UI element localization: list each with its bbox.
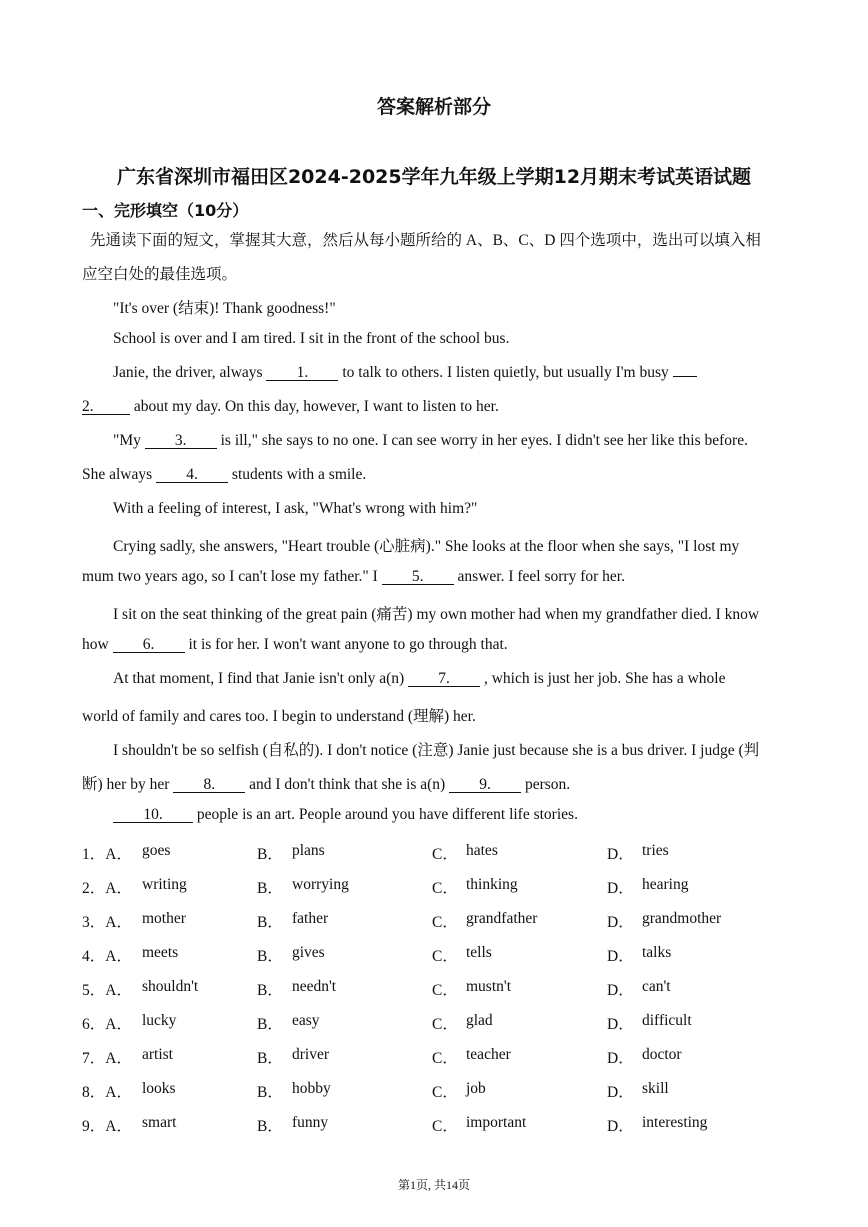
question-number: 3．A．	[82, 914, 132, 931]
option-d-letter: D．	[607, 1084, 634, 1101]
blank-9: 9.	[449, 777, 521, 793]
option-b: worrying	[292, 876, 349, 893]
option-c: job	[466, 1080, 486, 1097]
option-c-letter: C．	[432, 1050, 458, 1067]
option-b: father	[292, 910, 329, 927]
instructions-line-1: 先通读下面的短文，掌握其大意，然后从每小题所给的 A、B、C、D 四个选项中，选出可以填入相	[90, 232, 761, 249]
option-d: skill	[642, 1080, 669, 1097]
passage-line: I sit on the seat thinking of the great pain (痛苦) my own mother had when my grandfather died. I know	[113, 606, 760, 623]
question-number: 8．A．	[82, 1084, 132, 1101]
passage-line: 断) her by her 8. and I don't think that she is a(n) 9. person.	[82, 776, 571, 793]
option-a: shouldn't	[142, 978, 199, 995]
option-a: smart	[142, 1114, 177, 1131]
option-b: plans	[292, 842, 325, 859]
option-b: needn't	[292, 978, 337, 995]
option-b: easy	[292, 1012, 320, 1029]
blank-2: 2.	[82, 399, 130, 415]
page-title: 答案解析部分	[376, 96, 491, 118]
option-c: grandfather	[466, 910, 538, 927]
option-d: can't	[642, 978, 671, 995]
option-row	[82, 876, 802, 896]
option-c: hates	[466, 842, 498, 859]
option-row	[82, 842, 802, 862]
option-d-letter: D．	[607, 1118, 634, 1135]
blank-3: 3.	[145, 433, 217, 449]
option-a: goes	[142, 842, 171, 859]
option-row	[82, 944, 802, 964]
option-b: gives	[292, 944, 325, 961]
question-number: 7．A．	[82, 1050, 132, 1067]
option-d-letter: D．	[607, 1050, 634, 1067]
option-d-letter: D．	[607, 914, 634, 931]
option-b: funny	[292, 1114, 329, 1131]
question-number: 5．A．	[82, 982, 132, 999]
option-c: glad	[466, 1012, 493, 1029]
option-b-letter: B．	[257, 1084, 283, 1101]
option-d: talks	[642, 944, 672, 961]
option-d-letter: D．	[607, 1016, 634, 1033]
option-b-letter: B．	[257, 880, 283, 897]
passage-line: 2. about my day. On this day, however, I want to listen to her.	[82, 398, 499, 415]
blank-5: 5.	[382, 569, 454, 585]
option-c-letter: C．	[432, 982, 458, 999]
option-row	[82, 1046, 802, 1066]
blank-7: 7.	[408, 671, 480, 687]
passage-line: "My 3. is ill," she says to no one. I can see worry in her eyes. I didn't see her like this before.	[113, 432, 748, 449]
option-d: hearing	[642, 876, 689, 893]
instructions-line-2: 应空白处的最佳选项。	[82, 266, 238, 283]
option-c-letter: C．	[432, 1118, 458, 1135]
passage-line: "It's over (结束)! Thank goodness!"	[113, 300, 336, 317]
question-number: 9．A．	[82, 1118, 132, 1135]
option-row	[82, 1012, 802, 1032]
option-c: thinking	[466, 876, 518, 893]
option-c-letter: C．	[432, 914, 458, 931]
question-number: 1．A．	[82, 846, 132, 863]
blank-4: 4.	[156, 467, 228, 483]
option-b-letter: B．	[257, 1118, 283, 1135]
question-number: 4．A．	[82, 948, 132, 965]
passage-line: Janie, the driver, always 1. to talk to others. I listen quietly, but usually I'm busy	[113, 364, 697, 382]
option-b-letter: B．	[257, 846, 283, 863]
option-b: driver	[292, 1046, 330, 1063]
option-b-letter: B．	[257, 1050, 283, 1067]
option-d: doctor	[642, 1046, 682, 1063]
option-c-letter: C．	[432, 1016, 458, 1033]
option-row	[82, 1114, 802, 1134]
blank-10: 10.	[113, 807, 193, 823]
passage-line: With a feeling of interest, I ask, "What's wrong with him?"	[113, 500, 478, 517]
passage-line: world of family and cares too. I begin to understand (理解) her.	[82, 708, 476, 725]
passage-line: how 6. it is for her. I won't want anyone to go through that.	[82, 636, 508, 653]
option-a: lucky	[142, 1012, 177, 1029]
option-a: artist	[142, 1046, 173, 1063]
question-number: 2．A．	[82, 880, 132, 897]
option-c: tells	[466, 944, 492, 961]
option-d-letter: D．	[607, 880, 634, 897]
option-c-letter: C．	[432, 846, 458, 863]
option-b-letter: B．	[257, 948, 283, 965]
passage-line: School is over and I am tired. I sit in the front of the school bus.	[113, 330, 510, 347]
option-d: interesting	[642, 1114, 708, 1131]
option-a: meets	[142, 944, 179, 961]
option-b-letter: B．	[257, 914, 283, 931]
option-row	[82, 978, 802, 998]
option-c-letter: C．	[432, 948, 458, 965]
passage-line: I shouldn't be so selfish (自私的). I don't notice (注意) Janie just because she is a bus driver. I judge (判	[113, 742, 760, 759]
option-d: difficult	[642, 1012, 692, 1029]
option-a: looks	[142, 1080, 176, 1097]
option-c: mustn't	[466, 978, 511, 995]
option-c-letter: C．	[432, 1084, 458, 1101]
option-a: writing	[142, 876, 187, 893]
option-d-letter: D．	[607, 846, 634, 863]
passage-line: At that moment, I find that Janie isn't only a(n) 7. , which is just her job. She has a whole	[113, 670, 726, 687]
option-d-letter: D．	[607, 982, 634, 999]
blank-1: 1.	[266, 365, 338, 381]
option-c: important	[466, 1114, 527, 1131]
passage-line: 10. people is an art. People around you have different life stories.	[113, 806, 578, 824]
option-d-letter: D．	[607, 948, 634, 965]
passage-line: Crying sadly, she answers, "Heart trouble (心脏病)." She looks at the floor when she says, "I lost my	[113, 538, 740, 555]
exam-title: 广东省深圳市福田区2024-2025学年九年级上学期12月期末考试英语试题	[116, 166, 752, 188]
option-row	[82, 1080, 802, 1100]
option-d: tries	[642, 842, 669, 859]
option-b-letter: B．	[257, 982, 283, 999]
section-heading: 一、完形填空（10分）	[82, 201, 249, 220]
option-row	[82, 910, 802, 930]
option-d: grandmother	[642, 910, 722, 927]
option-b-letter: B．	[257, 1016, 283, 1033]
passage-line: She always 4. students with a smile.	[82, 466, 367, 483]
option-c: teacher	[466, 1046, 511, 1063]
blank-2-start	[673, 376, 697, 377]
option-b: hobby	[292, 1080, 331, 1097]
option-a: mother	[142, 910, 186, 927]
blank-6: 6.	[113, 637, 185, 653]
blank-8: 8.	[173, 777, 245, 793]
passage-line: mum two years ago, so I can't lose my father." I 5. answer. I feel sorry for her.	[82, 568, 625, 585]
question-number: 6．A．	[82, 1016, 132, 1033]
option-c-letter: C．	[432, 880, 458, 897]
page-footer: 第1页, 共14页	[397, 1178, 470, 1192]
